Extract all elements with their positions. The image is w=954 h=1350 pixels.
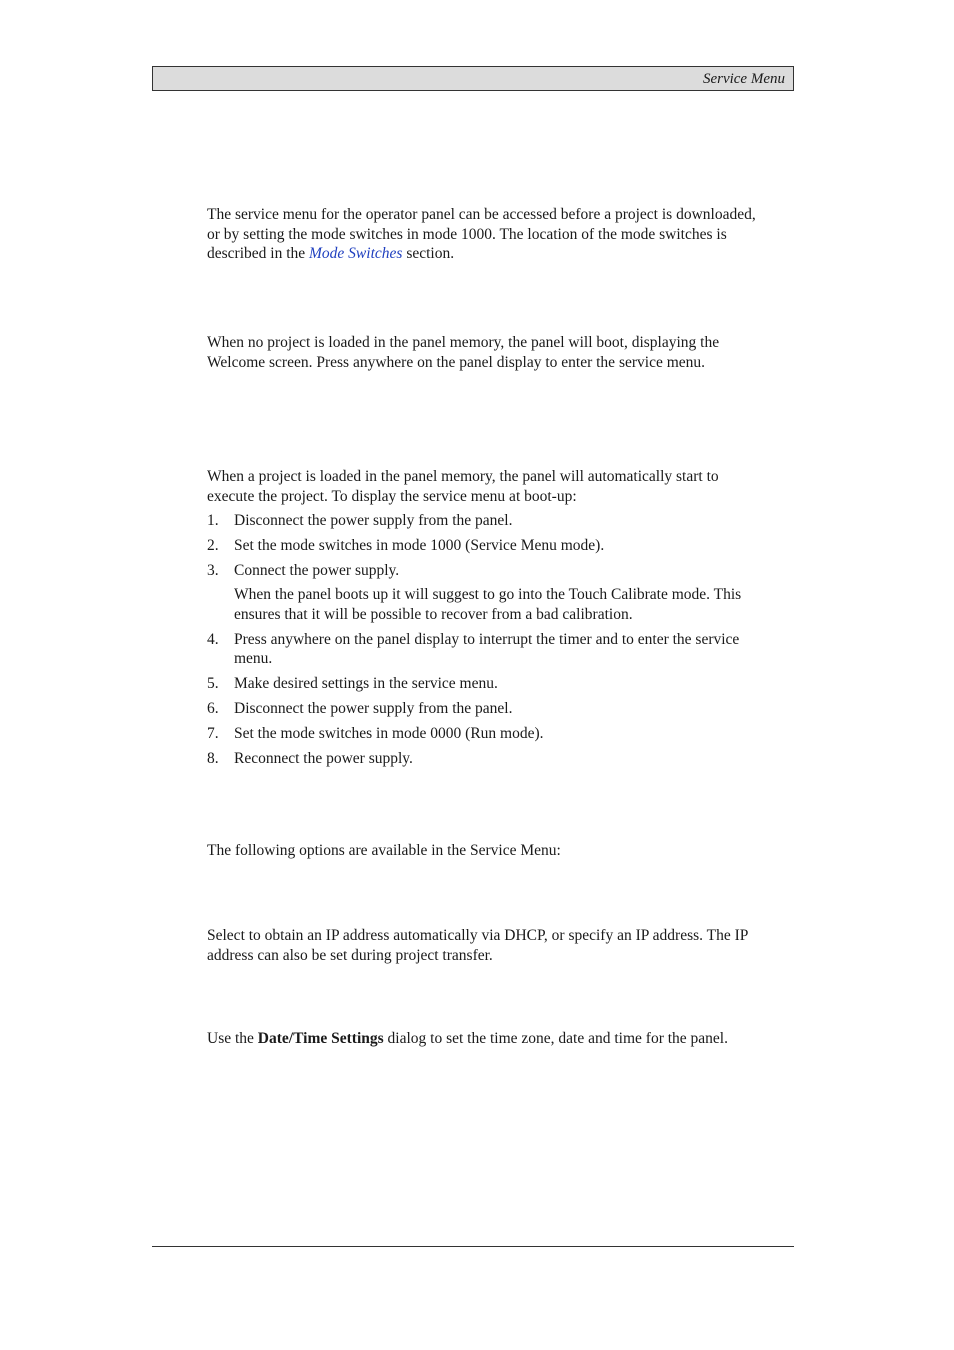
list-item: [207, 674, 757, 694]
step-text: Connect the power supply.: [234, 562, 400, 579]
step-number: 1.: [207, 512, 219, 529]
step-text: Set the mode switches in mode 0000 (Run mode).: [234, 725, 544, 742]
step-number: 3.: [207, 562, 219, 579]
boot-steps-list: [207, 511, 757, 774]
list-item: [207, 724, 757, 744]
step-text: Disconnect the power supply from the panel.: [234, 512, 513, 529]
step-text: Disconnect the power supply from the panel.: [234, 700, 513, 717]
list-item: [207, 511, 757, 531]
step-text: Make desired settings in the service menu.: [234, 675, 498, 692]
step-text: Press anywhere on the panel display to interrupt the timer and to enter the service menu.: [234, 630, 740, 667]
mode-switches-link[interactable]: Mode Switches: [309, 245, 403, 262]
step-number: 7.: [207, 725, 219, 742]
running-header: [152, 66, 794, 91]
step-text: Set the mode switches in mode 1000 (Service Menu mode).: [234, 537, 605, 554]
list-item: [207, 536, 757, 556]
footer-divider: [152, 1246, 794, 1247]
list-item: [207, 630, 757, 669]
intro-paragraph: [207, 205, 757, 264]
intro-text-end: section.: [402, 245, 455, 262]
no-project-paragraph: When no project is loaded in the panel memory, the panel will boot, displaying the Welcome screen. Press anywhere on the panel display to enter the service menu.: [207, 334, 720, 371]
options-paragraph: The following options are available in the Service Menu:: [207, 842, 561, 859]
step-number: 5.: [207, 675, 219, 692]
datetime-text: Use the: [207, 1030, 258, 1047]
list-item: [207, 699, 757, 719]
step-number: 8.: [207, 750, 219, 767]
list-item: [207, 561, 757, 624]
datetime-text-end: dialog to set the time zone, date and time for the panel.: [383, 1030, 728, 1047]
step-text: Reconnect the power supply.: [234, 750, 413, 767]
datetime-dialog-name: Date/Time Settings: [257, 1030, 384, 1047]
step-number: 2.: [207, 537, 219, 554]
datetime-paragraph: [207, 1029, 757, 1049]
project-loaded-paragraph: When a project is loaded in the panel memory, the panel will automatically start to execute the project. To display the service menu at boot-up:: [207, 468, 719, 505]
list-item: [207, 749, 757, 769]
step-number: 4.: [207, 630, 219, 648]
running-header-title: Service Menu: [702, 71, 785, 87]
step-number: 6.: [207, 700, 219, 717]
step-note: When the panel boots up it will suggest to go into the Touch Calibrate mode. This ensures that it will be possible to recover from a bad calibration.: [234, 586, 742, 623]
ip-paragraph: Select to obtain an IP address automatically via DHCP, or specify an IP address. The IP address can also be set during project transfer.: [207, 927, 748, 964]
intro-text: The service menu for the operator panel can be accessed before a project is downloaded, or by setting the mode switches in mode 1000. The location of the mode switches is described in the: [207, 206, 756, 262]
